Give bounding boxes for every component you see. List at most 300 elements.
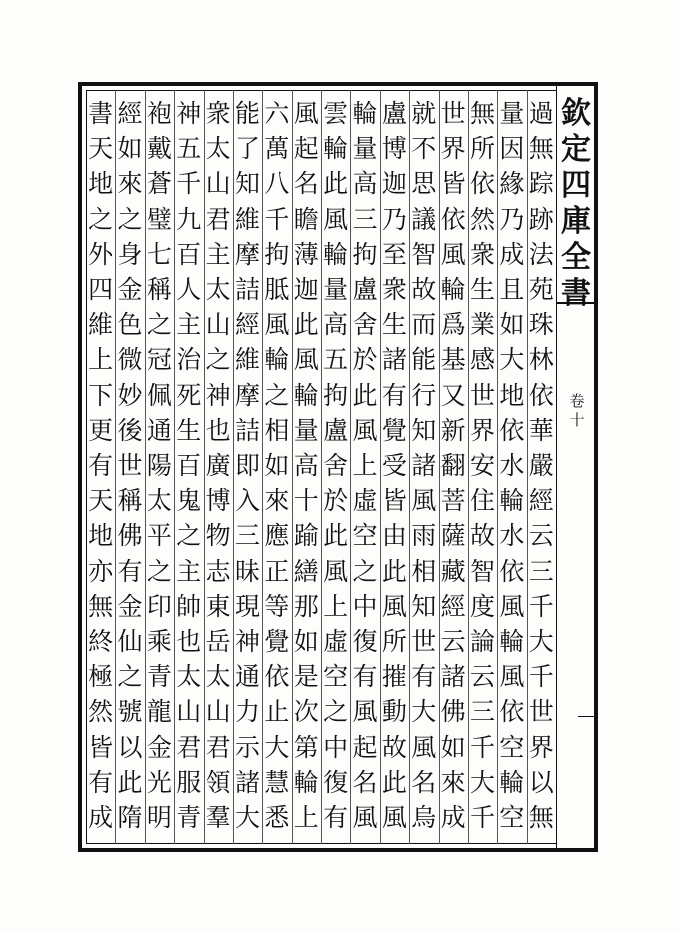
text-char: 之	[146, 310, 172, 340]
text-char: 相	[411, 556, 437, 586]
text-char: 舍	[323, 451, 349, 481]
text-char: 物	[205, 521, 231, 551]
text-char: 中	[323, 732, 349, 762]
text-char: 藏	[440, 556, 466, 586]
text-char: 之	[352, 556, 378, 586]
text-char: 住	[470, 486, 496, 516]
text-char: 皆	[88, 732, 114, 762]
text-char: 平	[146, 521, 172, 551]
text-char: 瞻	[293, 204, 319, 234]
text-char: 輪	[352, 99, 378, 128]
text-char: 三	[528, 556, 554, 586]
text-char: 天	[88, 486, 114, 516]
text-char: 明	[146, 803, 172, 833]
text-char: 高	[323, 310, 349, 340]
text-column	[350, 96, 379, 836]
margin-title-char: 書	[561, 276, 591, 311]
margin-title-char: 欽	[561, 96, 591, 131]
text-char: 知	[235, 169, 261, 199]
text-char: 太	[205, 662, 231, 692]
text-char: 虛	[352, 486, 378, 516]
text-char: 後	[117, 415, 143, 445]
column-divider	[204, 90, 205, 844]
text-char: 稱	[117, 486, 143, 516]
text-char: 踰	[293, 521, 319, 551]
text-char: 維	[235, 345, 261, 375]
text-char: 博	[381, 134, 407, 164]
text-char: 輪	[499, 486, 525, 516]
text-char: 有	[381, 380, 407, 410]
text-char: 名	[352, 767, 378, 797]
text-column	[233, 96, 262, 836]
text-char: 正	[264, 556, 290, 586]
text-char: 風	[411, 486, 437, 516]
text-char: 皆	[381, 486, 407, 516]
text-char: 名	[411, 767, 437, 797]
text-char: 風	[264, 310, 290, 340]
text-char: 迦	[381, 169, 407, 199]
text-char: 緣	[499, 169, 525, 199]
text-char: 風	[411, 732, 437, 762]
text-char: 蒼	[146, 169, 172, 199]
text-char: 起	[352, 732, 378, 762]
text-char: 成	[440, 803, 466, 833]
text-char: 也	[205, 415, 231, 445]
text-char: 次	[293, 697, 319, 727]
text-char: 如	[293, 627, 319, 657]
text-char: 世	[470, 380, 496, 410]
text-char: 輪	[499, 627, 525, 657]
column-divider	[409, 90, 410, 844]
text-char: 千	[528, 662, 554, 692]
text-char: 業	[470, 310, 496, 340]
text-char: 璧	[146, 204, 172, 234]
text-char: 之	[146, 556, 172, 586]
text-char: 風	[381, 591, 407, 621]
text-char: 此	[323, 521, 349, 551]
column-divider	[115, 90, 116, 844]
text-char: 上	[88, 345, 114, 375]
text-char: 入	[235, 486, 261, 516]
text-char: 云	[470, 662, 496, 692]
text-char: 珠	[528, 310, 554, 340]
text-char: 那	[293, 591, 319, 621]
text-char: 風	[440, 239, 466, 269]
text-char: 故	[470, 521, 496, 551]
text-char: 風	[499, 662, 525, 692]
text-char: 千	[264, 204, 290, 234]
text-char: 相	[264, 415, 290, 445]
text-char: 維	[235, 204, 261, 234]
text-char: 下	[88, 380, 114, 410]
text-char: 力	[235, 697, 261, 727]
text-char: 量	[499, 99, 525, 128]
text-char: 風	[323, 556, 349, 586]
text-char: 有	[411, 662, 437, 692]
text-char: 鬼	[176, 486, 202, 516]
text-char: 輪	[264, 345, 290, 375]
text-char: 高	[352, 169, 378, 199]
text-char: 由	[381, 521, 407, 551]
text-char: 踪	[528, 169, 554, 199]
text-char: 盧	[352, 275, 378, 305]
text-char: 佩	[146, 380, 172, 410]
text-char: 服	[176, 767, 202, 797]
text-char: 輪	[499, 767, 525, 797]
text-char: 仙	[117, 627, 143, 657]
text-char: 以	[117, 732, 143, 762]
text-char: 之	[117, 204, 143, 234]
text-char: 戴	[146, 134, 172, 164]
text-char: 如	[440, 732, 466, 762]
text-char: 上	[352, 451, 378, 481]
text-char: 名	[293, 169, 319, 199]
text-char: 不	[411, 134, 437, 164]
text-char: 風	[352, 415, 378, 445]
text-char: 三	[235, 521, 261, 551]
text-char: 如	[117, 134, 143, 164]
text-char: 妙	[117, 380, 143, 410]
text-char: 故	[381, 732, 407, 762]
text-char: 悉	[264, 803, 290, 833]
text-char: 起	[293, 134, 319, 164]
text-char: 也	[176, 627, 202, 657]
text-char: 過	[528, 99, 554, 128]
text-char: 界	[440, 134, 466, 164]
text-char: 無	[470, 99, 496, 128]
text-char: 來	[264, 486, 290, 516]
text-char: 所	[381, 627, 407, 657]
text-char: 如	[499, 310, 525, 340]
text-char: 依	[499, 697, 525, 727]
column-divider	[262, 90, 263, 844]
text-char: 就	[411, 99, 437, 128]
text-char: 此	[293, 310, 319, 340]
text-char: 經	[440, 591, 466, 621]
text-char: 袍	[146, 99, 172, 128]
text-char: 等	[264, 591, 290, 621]
text-char: 了	[235, 134, 261, 164]
column-divider	[321, 90, 322, 844]
column-divider	[174, 90, 175, 844]
text-char: 薄	[293, 239, 319, 269]
text-char: 主	[176, 310, 202, 340]
text-char: 青	[176, 803, 202, 833]
text-char: 太	[176, 662, 202, 692]
text-char: 界	[528, 732, 554, 762]
text-char: 志	[205, 556, 231, 586]
text-char: 故	[411, 275, 437, 305]
text-char: 三	[352, 204, 378, 234]
text-char: 慧	[264, 767, 290, 797]
text-char: 山	[205, 697, 231, 727]
text-char: 皆	[440, 169, 466, 199]
text-char: 摩	[235, 380, 261, 410]
text-char: 林	[528, 345, 554, 375]
text-char: 有	[323, 803, 349, 833]
text-char: 太	[146, 486, 172, 516]
text-char: 亦	[88, 556, 114, 586]
text-char: 知	[411, 591, 437, 621]
text-char: 菩	[440, 486, 466, 516]
text-column	[115, 96, 144, 836]
text-char: 治	[176, 345, 202, 375]
text-char: 思	[411, 169, 437, 199]
text-char: 法	[528, 239, 554, 269]
text-char: 有	[117, 556, 143, 586]
text-char: 苑	[528, 275, 554, 305]
text-char: 依	[499, 415, 525, 445]
text-char: 廣	[205, 451, 231, 481]
text-char: 即	[235, 451, 261, 481]
text-char: 極	[88, 662, 114, 692]
text-column	[204, 96, 233, 836]
text-char: 青	[146, 662, 172, 692]
text-char: 第	[293, 732, 319, 762]
text-char: 云	[528, 521, 554, 551]
text-char: 復	[323, 767, 349, 797]
text-char: 地	[499, 380, 525, 410]
text-char: 至	[381, 239, 407, 269]
text-char: 於	[323, 486, 349, 516]
column-divider	[233, 90, 234, 844]
text-column	[145, 96, 174, 836]
text-char: 經	[528, 486, 554, 516]
text-char: 衆	[470, 239, 496, 269]
text-char: 成	[88, 803, 114, 833]
text-char: 成	[499, 239, 525, 269]
text-char: 君	[205, 732, 231, 762]
text-char: 千	[176, 169, 202, 199]
text-char: 依	[470, 169, 496, 199]
text-char: 動	[381, 697, 407, 727]
text-char: 此	[323, 169, 349, 199]
text-char: 大	[499, 345, 525, 375]
text-char: 云	[440, 627, 466, 657]
column-divider	[497, 90, 498, 844]
text-char: 來	[117, 169, 143, 199]
text-char: 量	[323, 275, 349, 305]
text-char: 九	[176, 204, 202, 234]
text-char: 無	[528, 803, 554, 833]
text-char: 君	[176, 732, 202, 762]
text-char: 山	[205, 169, 231, 199]
text-column	[321, 96, 350, 836]
text-char: 摧	[381, 662, 407, 692]
text-char: 迦	[293, 275, 319, 305]
text-char: 依	[264, 662, 290, 692]
text-char: 諸	[235, 767, 261, 797]
text-char: 終	[88, 627, 114, 657]
text-char: 之	[323, 697, 349, 727]
text-char: 佛	[117, 521, 143, 551]
text-char: 輪	[293, 767, 319, 797]
text-column	[497, 96, 526, 836]
text-char: 八	[264, 169, 290, 199]
text-column	[409, 96, 438, 836]
column-divider	[468, 90, 469, 844]
text-char: 議	[411, 204, 437, 234]
text-char: 通	[146, 415, 172, 445]
text-char: 無	[528, 134, 554, 164]
text-char: 冠	[146, 345, 172, 375]
column-divider	[380, 90, 381, 844]
margin-volume-number	[566, 392, 588, 430]
text-char: 風	[352, 803, 378, 833]
text-char: 風	[381, 803, 407, 833]
text-char: 衆	[381, 275, 407, 305]
text-char: 大	[264, 732, 290, 762]
text-char: 而	[411, 310, 437, 340]
column-divider	[145, 90, 146, 844]
text-char: 拘	[323, 380, 349, 410]
text-char: 然	[88, 697, 114, 727]
text-char: 岳	[205, 627, 231, 657]
text-char: 輪	[323, 239, 349, 269]
text-column	[527, 96, 556, 836]
text-char: 上	[293, 803, 319, 833]
text-char: 拘	[264, 239, 290, 269]
text-char: 度	[470, 591, 496, 621]
text-char: 地	[88, 169, 114, 199]
text-char: 感	[470, 345, 496, 375]
text-char: 經	[235, 310, 261, 340]
text-char: 翻	[440, 451, 466, 481]
text-char: 諸	[440, 662, 466, 692]
text-char: 金	[117, 275, 143, 305]
text-char: 是	[293, 662, 319, 692]
text-char: 上	[323, 591, 349, 621]
text-char: 詰	[235, 415, 261, 445]
margin-title-char: 四	[561, 168, 591, 203]
text-char: 佛	[440, 697, 466, 727]
text-char: 有	[352, 662, 378, 692]
text-char: 百	[176, 239, 202, 269]
text-char: 覺	[381, 415, 407, 445]
text-char: 乃	[381, 204, 407, 234]
text-char: 三	[470, 697, 496, 727]
text-char: 山	[205, 310, 231, 340]
text-char: 有	[88, 767, 114, 797]
text-char: 神	[235, 627, 261, 657]
text-char: 輪	[323, 134, 349, 164]
text-char: 風	[499, 591, 525, 621]
text-char: 安	[470, 451, 496, 481]
text-char: 通	[235, 662, 261, 692]
text-char: 羣	[205, 803, 231, 833]
text-char: 經	[117, 99, 143, 128]
text-char: 君	[205, 204, 231, 234]
text-char: 依	[440, 204, 466, 234]
text-char: 輪	[293, 380, 319, 410]
text-char: 龍	[146, 697, 172, 727]
text-char: 界	[470, 415, 496, 445]
text-char: 高	[293, 451, 319, 481]
margin-title-char: 全	[561, 240, 591, 275]
text-char: 隋	[117, 803, 143, 833]
text-char: 太	[205, 275, 231, 305]
text-char: 大	[528, 627, 554, 657]
text-char: 水	[499, 451, 525, 481]
text-column	[262, 96, 291, 836]
text-char: 虛	[323, 627, 349, 657]
text-char: 新	[440, 415, 466, 445]
text-char: 太	[205, 134, 231, 164]
text-char: 依	[499, 556, 525, 586]
margin-book-title	[560, 96, 592, 312]
text-char: 風	[352, 697, 378, 727]
column-divider	[439, 90, 440, 844]
text-char: 有	[88, 451, 114, 481]
text-char: 此	[381, 556, 407, 586]
text-char: 領	[205, 767, 231, 797]
text-char: 空	[499, 732, 525, 762]
fishtail-lower-mark	[578, 716, 594, 717]
text-char: 之	[205, 345, 231, 375]
text-char: 水	[499, 521, 525, 551]
text-column	[292, 96, 321, 836]
text-char: 大	[411, 697, 437, 727]
volume-char: 十	[569, 411, 585, 429]
text-char: 世	[528, 697, 554, 727]
text-char: 現	[235, 591, 261, 621]
text-char: 書	[88, 99, 114, 128]
text-char: 五	[323, 345, 349, 375]
text-char: 無	[88, 591, 114, 621]
text-char: 神	[176, 99, 202, 128]
text-char: 拘	[352, 239, 378, 269]
text-char: 風	[323, 204, 349, 234]
text-char: 維	[88, 310, 114, 340]
text-char: 乃	[499, 204, 525, 234]
text-char: 於	[352, 345, 378, 375]
margin-title-char: 定	[561, 132, 591, 167]
text-char: 之	[88, 204, 114, 234]
text-char: 外	[88, 239, 114, 269]
text-char: 印	[146, 591, 172, 621]
text-char: 微	[117, 345, 143, 375]
text-char: 博	[205, 486, 231, 516]
text-char: 輪	[440, 275, 466, 305]
text-char: 以	[528, 767, 554, 797]
text-char: 帥	[176, 591, 202, 621]
text-char: 受	[381, 451, 407, 481]
text-char: 應	[264, 521, 290, 551]
text-char: 來	[440, 767, 466, 797]
text-char: 華	[528, 415, 554, 445]
text-char: 更	[88, 415, 114, 445]
text-column	[439, 96, 468, 836]
text-char: 行	[411, 380, 437, 410]
text-column	[380, 96, 409, 836]
text-char: 烏	[411, 803, 437, 833]
text-char: 乘	[146, 627, 172, 657]
text-char: 因	[499, 134, 525, 164]
text-char: 空	[352, 521, 378, 551]
text-char: 基	[440, 345, 466, 375]
text-char: 千	[470, 732, 496, 762]
text-char: 盧	[381, 99, 407, 128]
text-char: 千	[470, 803, 496, 833]
text-char: 智	[411, 239, 437, 269]
text-char: 能	[235, 99, 261, 128]
text-char: 天	[88, 134, 114, 164]
text-char: 大	[235, 803, 261, 833]
text-char: 東	[205, 591, 231, 621]
text-char: 量	[293, 415, 319, 445]
text-char: 之	[117, 662, 143, 692]
text-column	[468, 96, 497, 836]
